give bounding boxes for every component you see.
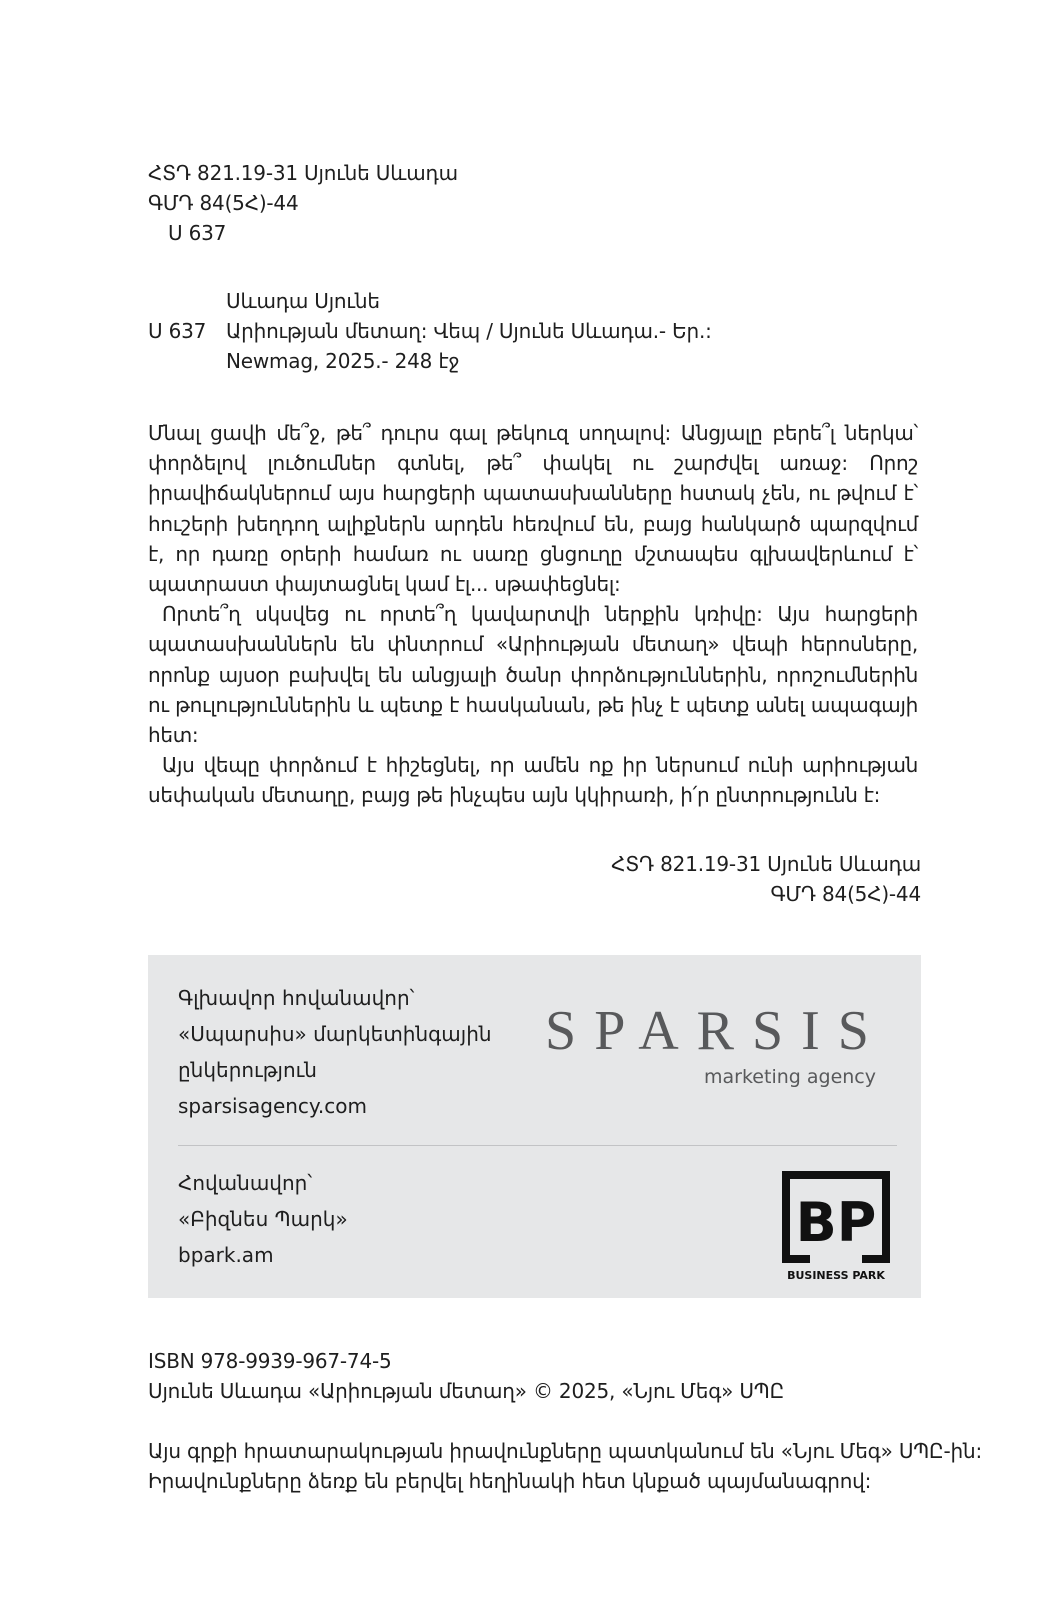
bp-logo-mark: BP <box>795 1191 877 1254</box>
sponsor-name: «Սպարսիս» մարկետինգային <box>178 1022 492 1046</box>
patron-website: bpark.am <box>178 1243 274 1267</box>
author-mark: Ս 637 <box>168 221 227 245</box>
sponsor-website: sparsisagency.com <box>178 1094 367 1118</box>
business-park-logo <box>778 1167 894 1281</box>
isbn-number: ISBN 978-9939-967-74-5 <box>148 1349 392 1373</box>
rights-line: Իրավունքները ձեռք են բերվել հեղինակի հետ կնքած պայմանագրով: <box>148 1469 872 1493</box>
sponsors-panel <box>148 955 921 1298</box>
general-sponsor-info <box>178 980 492 1124</box>
catalog-record <box>148 286 908 376</box>
sponsor-info <box>178 1165 348 1273</box>
copyright-line: Սյունե Սևադա «Արիության մետաղ» © 2025, «Նյու Մեգ» ՍՊԸ <box>148 1379 785 1403</box>
patron-name: «Բիզնես Պարկ» <box>178 1207 348 1231</box>
bbk-code: ԳՄԴ 84(5Հ)-44 <box>770 882 921 906</box>
sparsis-logo-text: SPARSIS <box>545 1000 887 1062</box>
annotation-paragraph: Այս վեպը փորձում է հիշեցնել, որ ամեն ոք իր ներսում ունի արիության սեփական մետաղը, բայց թե ինչպես այն կկիրառի, ի՛ր ընտրությունն է: <box>148 753 918 808</box>
annotation-paragraph: Որտե՞ղ սկսվեց ու որտե՞ղ կավարտվի ներքին կռիվը: Այս հարցերի պատասխաններն են փնտրում «Արիության մետաղ» վեպի հերոսները, որոնք այսօր բախվել են անցյալի ծանր փորձություններին, որոշումներին ու թուլություններին և պետք է հասկանան, թե ինչ է պետք անել ապագայի հետ: <box>148 602 918 748</box>
sponsor-role: Գլխավոր հովանավոր՝ <box>178 986 415 1010</box>
annotation-paragraph: Մնալ ցավի մե՞ջ, թե՞ դուրս գալ թեկուզ սողալով: Անցյալը բերե՞լ ներկա՝ փորձելով լուծումներ գտնել, թե՞ փակել ու շարժվել առաջ: Որոշ իրավիճակներում այս հարցերի պատասխանները հստակ չեն, ու թվում է՝ հուշերի խեղդող ալիքներն արդեն հեռվում են, բայց հանկարծ պարզվում է, որ դառը օրերի համառ ու սառը ցնցուղը մշտապես գլխավերևում է՝ պատրաստ փայտացնել կամ էլ... սթափեցնել: <box>148 421 918 597</box>
udc-code: ՀՏԴ 821.19-31 Սյունե Սևադա <box>148 161 458 185</box>
catalog-code: Ս 637 <box>148 319 207 343</box>
catalog-author: Սևադա Սյունե <box>226 289 380 313</box>
patron-role: Հովանավոր՝ <box>178 1171 313 1195</box>
rights-line: Այս գրքի հրատարակության իրավունքները պատկանում են «Նյու Մեգ» ՍՊԸ-ին: <box>148 1439 983 1463</box>
udc-code: ՀՏԴ 821.19-31 Սյունե Սևադա <box>611 852 921 876</box>
catalog-imprint: Newmag, 2025.- 248 էջ <box>226 349 460 373</box>
bp-logo-tagline: BUSINESS PARK <box>787 1269 885 1281</box>
classification-codes-top <box>148 158 458 248</box>
catalog-title: Արիության մետաղ: Վեպ / Սյունե Սևադա.- Եր.: <box>226 319 712 343</box>
book-annotation <box>148 418 918 811</box>
rights-notice <box>148 1436 982 1496</box>
isbn-block <box>148 1346 784 1406</box>
panel-divider <box>178 1145 897 1146</box>
classification-codes-bottom <box>611 849 921 909</box>
sponsor-name-cont: ընկերություն <box>178 1058 317 1082</box>
bbk-code: ԳՄԴ 84(5Հ)-44 <box>148 191 299 215</box>
sparsis-logo <box>536 999 896 1099</box>
sparsis-logo-tagline: marketing agency <box>704 1066 876 1088</box>
